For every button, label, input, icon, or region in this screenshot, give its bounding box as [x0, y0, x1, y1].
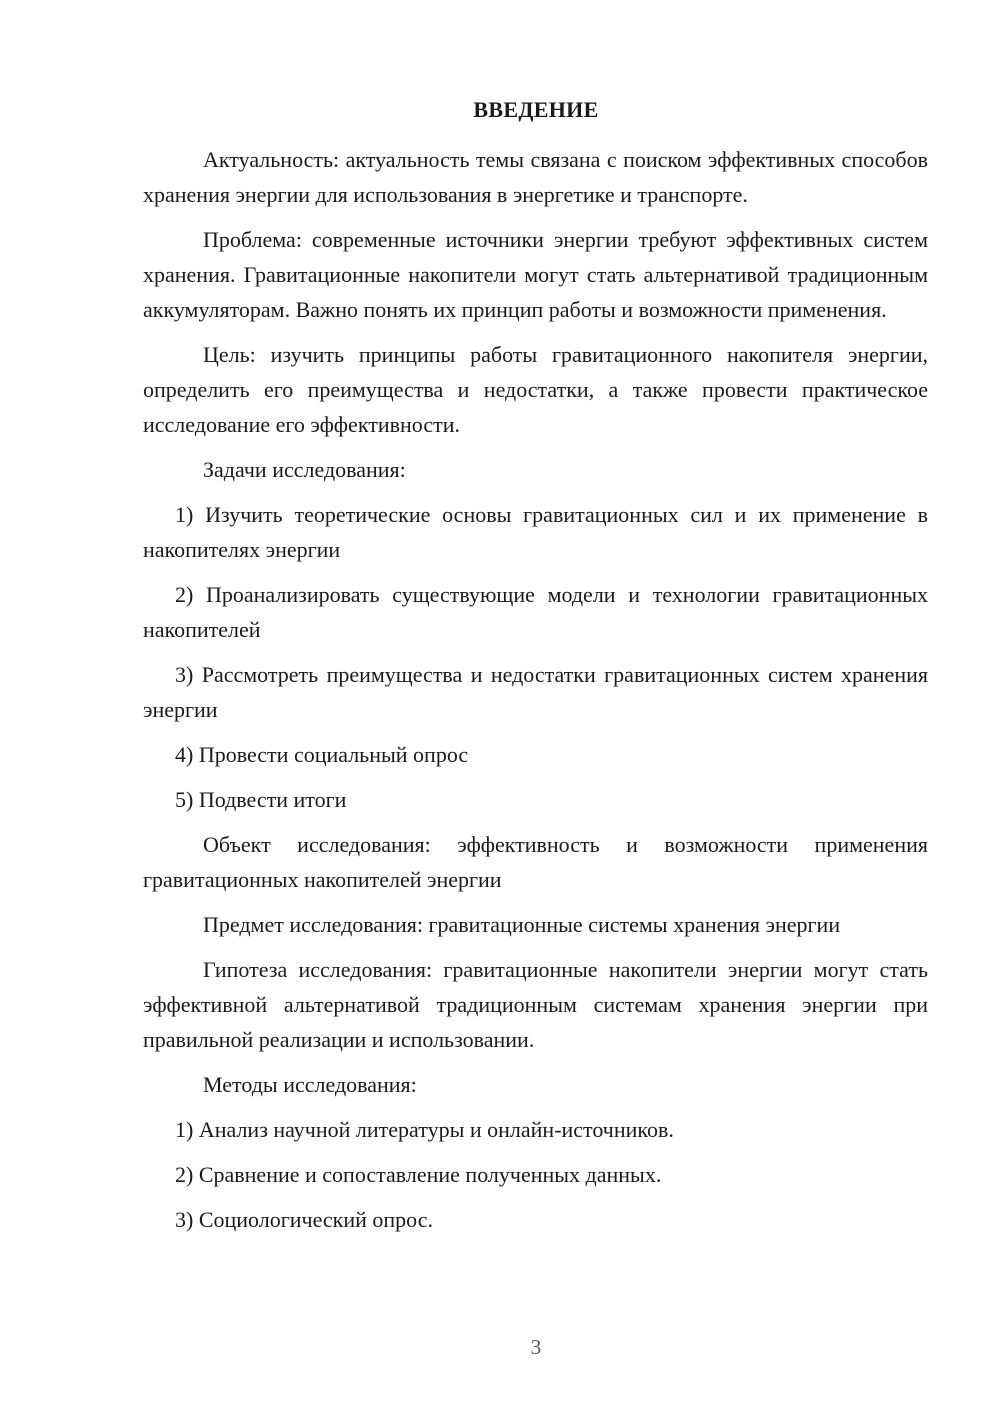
methods-heading: Методы исследования:	[203, 1072, 417, 1097]
document-body	[143, 142, 928, 1247]
task-item-1: 1) Изучить теоретические основы гравитационных сил и их применение в накопителях энергии	[143, 502, 928, 562]
goal-paragraph: Цель: изучить принципы работы гравитационного накопителя энергии, определить его преимущества и недостатки, а также провести практическое исследование его эффективности.	[143, 342, 928, 437]
task-item-2: 2) Проанализировать существующие модели и технологии гравитационных накопителей	[143, 582, 928, 642]
method-item-2: 2) Сравнение и сопоставление полученных данных.	[175, 1162, 662, 1187]
object-paragraph: Объект исследования: эффективность и возможности применения гравитационных накопителей энергии	[143, 832, 928, 892]
task-item-5: 5) Подвести итоги	[175, 787, 347, 812]
document-title: ВВЕДЕНИЕ	[473, 97, 599, 122]
method-item-1: 1) Анализ научной литературы и онлайн-источников.	[175, 1117, 674, 1142]
tasks-heading: Задачи исследования:	[203, 457, 406, 482]
task-item-4: 4) Провести социальный опрос	[175, 742, 469, 767]
problem-paragraph: Проблема: современные источники энергии требуют эффективных систем хранения. Гравитационные накопители могут стать альтернативой традиционным аккумуляторам. Важно понять их принцип работы и возможности применения.	[143, 227, 928, 322]
relevance-paragraph: Актуальность: актуальность темы связана с поиском эффективных способов хранения энергии для использования в энергетике и транспорте.	[143, 147, 928, 207]
method-item-3: 3) Социологический опрос.	[175, 1207, 433, 1232]
page-number: 3	[530, 1335, 542, 1359]
subject-paragraph: Предмет исследования: гравитационные системы хранения энергии	[203, 912, 841, 937]
hypothesis-paragraph: Гипотеза исследования: гравитационные накопители энергии могут стать эффективной альтернативой традиционным системам хранения энергии при правильной реализации и использовании.	[143, 957, 928, 1052]
task-item-3: 3) Рассмотреть преимущества и недостатки гравитационных систем хранения энергии	[143, 662, 928, 722]
